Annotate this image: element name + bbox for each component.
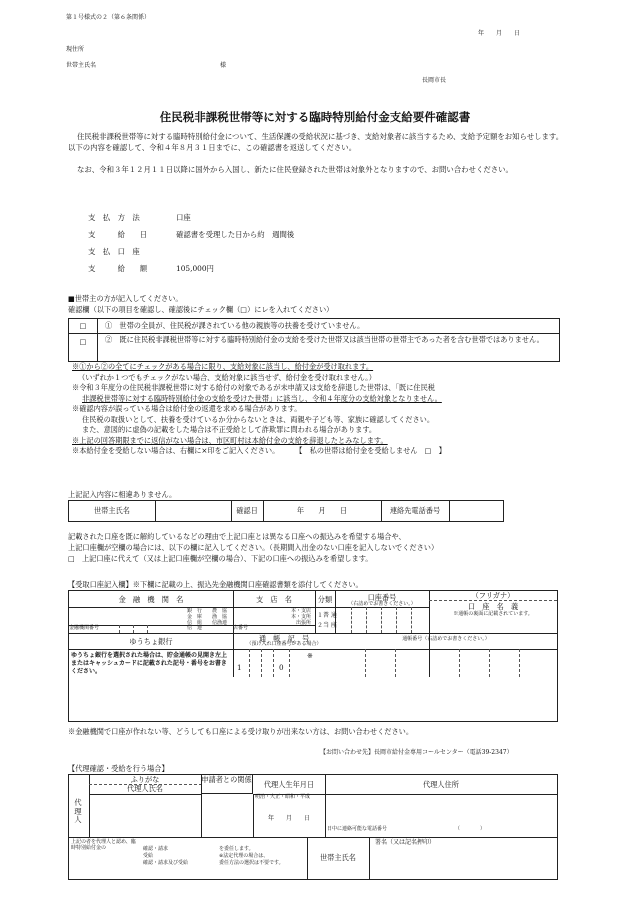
day-phone-parens: （ ）	[455, 826, 486, 832]
pb-sep	[273, 649, 274, 677]
contact-info: 【お問い合わせ先】長岡市給付金専用コールセンター（電話39-2347）	[320, 749, 513, 756]
decline-checkbox[interactable]: 【 私の世帯は給付金を受給しません □ 】	[295, 446, 446, 456]
check-box-2[interactable]: □	[79, 337, 87, 346]
acct-no-header: 口座番号	[367, 593, 397, 602]
passbook-symbol-label: 通 帳 記 号	[258, 634, 310, 643]
confirm-date-label: 確認日	[231, 501, 264, 521]
intro-paragraph-1: 住民税非課税世帯等に対する臨時特別給付金について、生活保護の受給状況に基づき、支給対象者に該当するため、支給予定額をお知らせします。以下の内容を確認して、令和４年８月３１日までに、この確認書を返送してください。	[68, 132, 564, 152]
page-title: 住民税非課税世帯等に対する臨時特別給付金支給要件確認書	[159, 110, 471, 124]
note-2: （いずれか１つでもチェックがない場合、支給対象に該当せず、給付金を受け取れません。）	[78, 372, 376, 382]
account-change-line-3[interactable]: □ 上記口座に代えて（又は上記口座欄が空欄の場合）、下記の口座への振込みを希望します。	[68, 553, 373, 563]
account-change-line-2: 上記口座欄が空欄の場合には、以下の欄に記入してください。（長期間入出金のない口座を記入しないでください）	[68, 542, 439, 552]
payment-label: 支 給 額	[88, 264, 148, 273]
delegation-tail: を委任します。 ※法定代理の場合は、 委任方法の選択は不要です。	[219, 846, 284, 866]
pb-sep	[459, 649, 460, 677]
pb-sep	[489, 649, 490, 677]
confirm-date-input[interactable]: 年 月 日	[263, 501, 382, 521]
type-header: 分類	[317, 595, 333, 604]
bank-name-header: 金 融 機 関 名	[118, 595, 184, 604]
proxy-name-label: 代理人氏名	[89, 784, 202, 795]
yucho-label: ゆうちょ銀行	[129, 637, 173, 646]
payment-row	[88, 247, 294, 264]
bank-form-heading: 【受取口座記入欄】※下欄に記載の上、振込先金融機関口座確認書類を添付してください。	[68, 580, 363, 589]
check-text-2: ② 既に住民税非課税世帯等に対する臨時特別給付金の支給を受けた世帯又は該当世帯の世帯主であった者を含む世帯ではありません。	[105, 335, 544, 344]
notes	[72, 362, 572, 457]
payment-row	[88, 230, 294, 247]
birthdate-input[interactable]	[253, 794, 326, 838]
bank-kind-options[interactable]: 銀 行 農 協 金 庫 漁 協 信 組 信漁連 信 連	[187, 608, 228, 632]
branch-name-header: 支 店 名	[256, 595, 292, 604]
sama-label: 様	[220, 62, 227, 69]
delegation-cell	[69, 837, 308, 879]
form-number: 第１号様式の２（第６条関係）	[66, 14, 151, 21]
confirm-phone-label: 連絡先電話番号	[381, 501, 450, 521]
proxy-head-sign-input[interactable]	[369, 837, 557, 879]
pb-sep	[289, 649, 290, 677]
proxy-address-label: 代理人住所	[325, 775, 557, 795]
passbook-kome: ※	[307, 651, 314, 660]
branch-kind-options[interactable]: 本・支店 本・支所 出張所	[291, 608, 312, 626]
holder-header: 口 座 名 義	[467, 602, 519, 611]
head-name-label: 世帯主氏名	[66, 62, 97, 69]
account-type-options[interactable]: １普 通 ２当 座	[317, 612, 337, 630]
confirm-head-label: 世帯主氏名	[69, 501, 156, 521]
proxy-name-input[interactable]	[89, 794, 202, 838]
checks-heading: ■世帯主の方が記入してください。	[68, 294, 183, 303]
pb-sep	[249, 649, 250, 677]
checks-subheading: 確認欄（以下の項目を確認し、確認後にチェック欄（□）にレを入れてください）	[68, 305, 334, 314]
proxy-heading: 【代理確認・受給を行う場合】	[68, 764, 169, 773]
mayor-label: 長岡市長	[422, 77, 447, 84]
day-phone-label: 日中に連絡可能な電話番号	[327, 826, 388, 832]
intro-paragraph-2: なお、令和３年１２月１１日以降に国外から入国し、新たに住民登録された世帯は対象外となりますので、お問い合わせください。	[77, 165, 513, 174]
pb-sep	[261, 649, 262, 677]
era-options: 明治・大正・昭和・平成	[255, 794, 311, 800]
proxy-address-input[interactable]	[325, 794, 557, 838]
account-change-line-1: 記載された口座を既に解約しているなどの理由で上記口座とは異なる口座への振込みを希望する場合や、	[68, 532, 406, 541]
passbook-number-label: 通帳番号（右詰めでお書きください。）	[402, 636, 490, 642]
note-4: ※確認内容が誤っている場合は給付金の返還を求める場合があります。	[72, 404, 302, 414]
yucho-rule	[69, 633, 233, 650]
note-7: ※上記の回答期限までに返信がない場合は、市区町村は本給付金の支給を辞退したとみなします。	[72, 435, 388, 445]
passbook-rule	[233, 633, 557, 650]
sign-label: 署名（又は記名押印）	[375, 839, 436, 846]
payment-row	[88, 264, 294, 281]
relation-label: 申請者との関係	[201, 775, 253, 794]
payment-label: 支 払 方 法	[88, 213, 140, 222]
yucho-note: ゆうちょ銀行を選択された場合は、貯金通帳の見開き左上またはキャッシュカードに記載された記号・番号をお書きください。	[71, 652, 228, 675]
account-change	[68, 532, 568, 564]
payment-value: 確認書を受理した日から約 週間後	[176, 230, 295, 239]
proxy-side-label: 代理人	[74, 798, 82, 825]
passbook-digit-0: 0	[279, 663, 284, 672]
bank-code-label: 金融機関番号	[69, 625, 100, 631]
pb-sep	[365, 649, 366, 677]
pb-sep	[519, 649, 520, 677]
payment-value: 105,000円	[176, 264, 214, 273]
branch-code-label: 店番号	[233, 625, 249, 631]
bank-footer-note: ※金融機関で口座が作れない等、どうしても口座による受け取りが出来ない方は、お問い合わせください。	[68, 727, 414, 736]
payment-value: 口座	[176, 213, 191, 222]
confirm-table	[68, 500, 504, 522]
note-6: また、意図的に虚偽の記載をした場合は不正受給として詐欺罪に問われる場合があります。	[82, 425, 377, 435]
check-table	[68, 318, 560, 362]
confirm-phone-input[interactable]	[449, 501, 503, 521]
note-5: 住民税の取扱いとして、扶養を受けているか分からないときは、両親や子ども等、家族に確認してください。	[82, 414, 435, 424]
check-box-1[interactable]: □	[79, 321, 87, 330]
birthdate-value: 年 月 日	[267, 814, 310, 822]
bank-form-table	[68, 590, 558, 722]
confirm-statement: 上記記入内容に相違ありません。	[68, 490, 177, 499]
date-line: 年 月 日	[478, 30, 521, 37]
payment-label: 支 払 口 座	[88, 247, 140, 256]
payment-row	[88, 213, 294, 230]
proxy-head-label: 世帯主氏名	[307, 837, 370, 879]
note-1: ※①から②の全てにチェックがある場合に限り、支給対象に該当し、給付金が受け取れます。	[72, 362, 374, 371]
note-3b: 非課税世帯等に対する臨時特別給付金の支給を受けた世帯」に該当し、令和４年度分の支給対象となりません。	[82, 393, 442, 403]
note-8-row	[72, 446, 572, 457]
payment-label: 支 給 日	[88, 230, 148, 239]
row-rule	[69, 591, 557, 634]
proxy-furigana: ふりがな	[89, 775, 202, 785]
passbook-digit-1: 1	[237, 663, 242, 672]
delegation-options[interactable]: 確認・請求 受給 確認・請求及び受給	[143, 846, 189, 866]
note-3a: ※令和３年度分の住民税非課税世帯に対する給付の対象であるが未申請又は支給を辞退した世帯は、「既に住民税	[72, 383, 435, 393]
payment-info	[88, 213, 294, 281]
birthdate-label: 代理人生年月日	[253, 775, 326, 795]
address-label: 現住所	[66, 46, 85, 53]
acct-no-note: （右詰めでお書きください。）	[348, 601, 416, 607]
proxy-table	[68, 774, 558, 880]
check-text-1: ① 世帯の全員が、住民税が課されている他の親族等の扶養を受けていません。	[105, 321, 365, 330]
passbook-symbol-note: （預け入れ口座番号がある場合）	[246, 641, 322, 647]
relation-input[interactable]	[201, 794, 254, 838]
delegation-lead: 上記の者を代理人と認め、臨時特別給付金の	[71, 839, 136, 851]
confirm-head-input[interactable]	[155, 501, 232, 521]
holder-note: ※通帳の裏面に記載されています。	[453, 611, 533, 617]
pb-sep	[395, 649, 396, 677]
note-8: ※本給付金を受給しない場合は、右欄に×印をご記入ください。	[72, 446, 280, 456]
furigana-label: （フリガナ）	[429, 591, 557, 601]
